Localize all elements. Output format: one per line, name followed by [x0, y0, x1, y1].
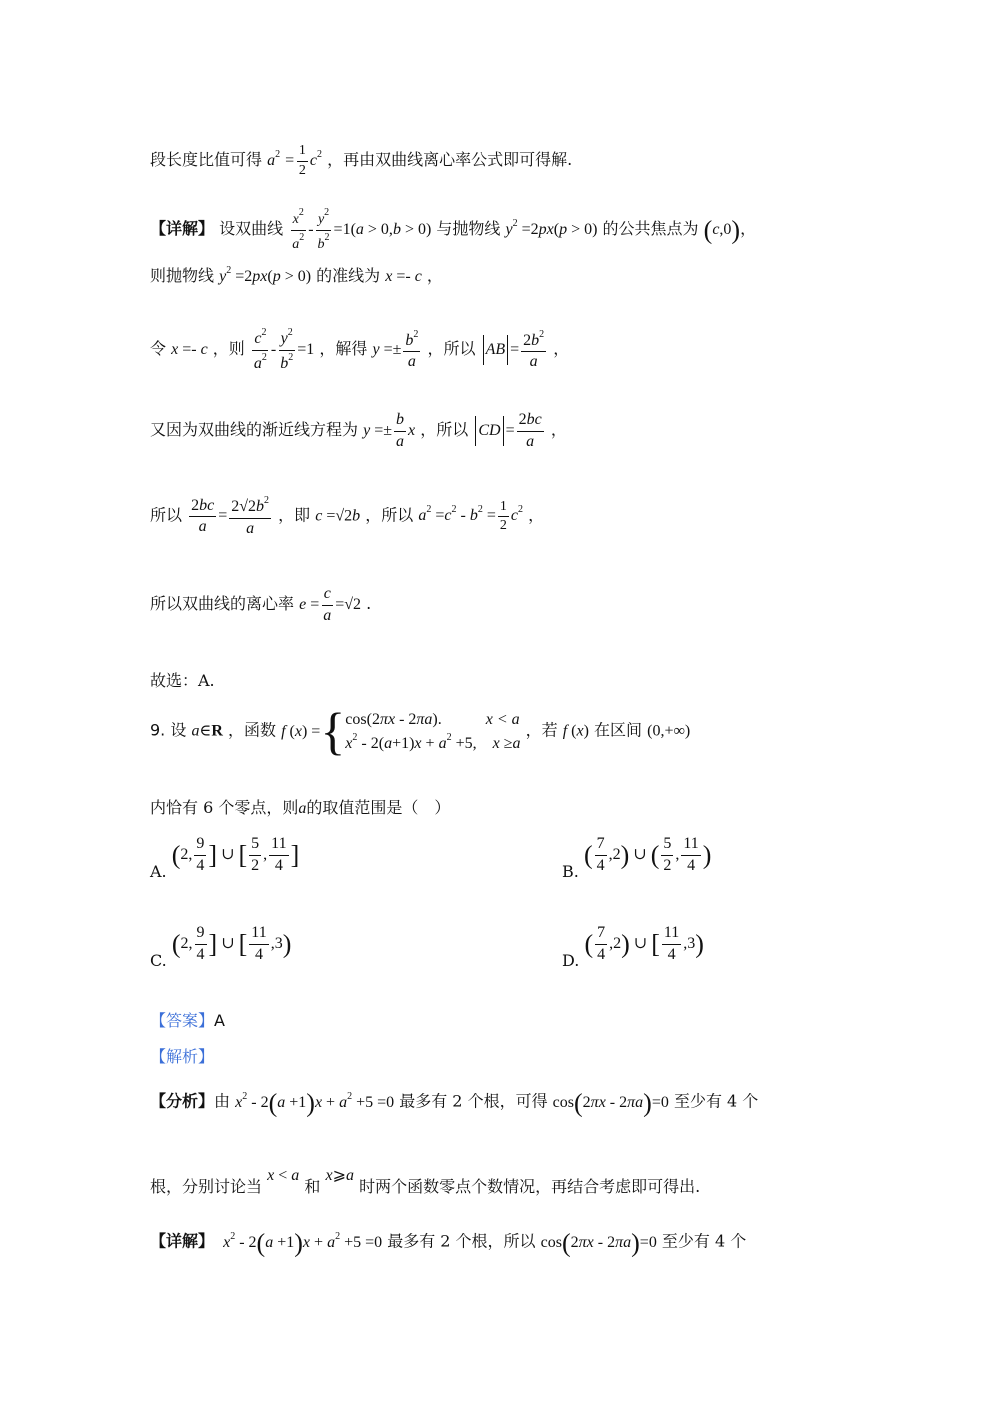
question-9	[150, 703, 691, 760]
line-6-text-3: ，所以	[365, 505, 414, 525]
formula-ab-length: AB = $\frac{2b^2}{a}$	[481, 341, 549, 358]
line-4-text-2: ，则	[212, 338, 245, 358]
option-b[interactable]	[562, 836, 711, 880]
detail2-text-1: 最多有 2 个根，所以	[387, 1231, 536, 1251]
detail-text-1: 设双曲线	[219, 218, 284, 238]
option-b-label: B.	[562, 861, 579, 881]
answer-value: A	[214, 1011, 225, 1030]
detail-line-1	[150, 208, 756, 252]
line-5	[150, 412, 567, 451]
line-5-text-mid: ，所以	[420, 419, 469, 439]
formula-asymptote: y =± $\frac{b}{a}$ x	[363, 411, 416, 450]
option-d-formula: ( $\frac{7}{4}$ ,2) ∪ [ $\frac{11}{4}$ ,3)	[584, 924, 704, 963]
line-4-text-5: ，	[553, 338, 570, 358]
formula-interval: (0,+∞)	[647, 722, 691, 740]
formula-fx: f (x)	[562, 722, 589, 740]
formula-a2: $a^2 =c^2 - b^2$ = $\frac{1}{2}$ $c^2$	[418, 498, 523, 534]
question-text-2: ，函数	[227, 720, 276, 740]
line-4-text-4: ，所以	[427, 338, 476, 358]
formula-piecewise: f (x) ={ cos(2πx - 2πa). x < a $x^2 - 2(a+1)x + a^2 +5$, x ≥a	[281, 703, 521, 760]
formula-sub: $\frac{c^2}{a^2}$ - $\frac{y^2}{b^2}$ =1	[253, 327, 315, 372]
answer-tag: 【答案】	[150, 1011, 215, 1030]
option-d-label: D.	[562, 950, 580, 970]
option-c[interactable]	[150, 925, 291, 969]
question-text-1: 设	[170, 720, 187, 740]
line-6-text-1: 所以	[150, 505, 183, 525]
detail2-tag: 【详解】	[150, 1231, 215, 1251]
line-1-text-pre: 段长度比值可得	[150, 149, 263, 169]
formula-a-in-r: a∈R	[191, 722, 223, 740]
formula-a2-half-c2: $a^2$ = $\frac{1}{2}$ $c^2$	[267, 143, 323, 178]
question-9-line-2: 内恰有 6 个零点，则a的取值范围是（ ）	[150, 798, 451, 817]
formula-cd-length: CD = $\frac{2bc}{a}$	[473, 422, 545, 439]
detail-text-2: 与抛物线	[436, 218, 501, 238]
analysis-line-1	[150, 1090, 758, 1116]
formula-y-solution: y =± $\frac{b^2}{a}$	[372, 328, 419, 371]
line-1-text-post: ，再由双曲线离心率公式即可得解.	[327, 149, 573, 169]
analysis-tag	[150, 1049, 214, 1065]
line-3-text-post: ，	[426, 266, 443, 285]
fenxi2-text-1: 根，分别讨论当	[150, 1177, 263, 1196]
detail-text-4: ，	[740, 218, 757, 238]
formula-cos-2: cos(2πx - 2πa)=0	[540, 1228, 657, 1257]
formula-focus: (c,0)	[703, 215, 741, 245]
formula-parabola-2: $y^2 =2px(p > 0)$	[219, 265, 312, 285]
formula-x-eq-minus-c: x =- c	[171, 340, 208, 358]
line-5-text-pre: 又因为双曲线的渐近线方程为	[150, 419, 359, 439]
question-line2-text: 内恰有 6 个零点，则	[150, 798, 299, 817]
line-5-text-post: ，	[550, 419, 567, 439]
formula-hyperbola: $\frac{x^2}{a^2}$ - $\frac{y^2}{b^2}$ =1(a > 0,b > 0)	[292, 207, 432, 252]
fenxi2-text-3: 时两个函数零点个数情况，再结合考虑即可得出.	[359, 1177, 701, 1196]
option-c-label: C.	[150, 950, 167, 970]
line-3-text-pre: 则抛物线	[150, 266, 215, 285]
line-4-text-1: 令	[150, 338, 167, 358]
fenxi-text-1: 由	[214, 1091, 231, 1111]
formula-x-ge-a: x⩾a	[325, 1167, 354, 1184]
fenxi2-text-2: 和	[304, 1177, 321, 1196]
line-3-text-mid: 的准线为	[316, 266, 381, 285]
question-text-4: 在区间	[594, 720, 643, 740]
line-6-text-2: ，即	[278, 505, 311, 525]
line-7-text-post: .	[366, 593, 372, 613]
formula-directrix: x =- c	[385, 268, 422, 285]
question-text-3: ，若	[525, 720, 558, 740]
formula-eccentricity: e = $\frac{c}{a}$ =√2	[299, 585, 362, 624]
fenxi-tag: 【分析】	[150, 1091, 215, 1111]
line-4-text-3: ，解得	[319, 338, 368, 358]
detail-tag: 【详解】	[150, 218, 215, 238]
option-a-label: A.	[150, 861, 167, 881]
analysis-tag-text: 【解析】	[150, 1047, 215, 1066]
prev-answer: 故选：A.	[150, 671, 215, 690]
option-c-formula: (2, $\frac{9}{4}$ ] ∪ [ $\frac{11}{4}$ ,3)	[171, 924, 292, 963]
line-7	[150, 586, 371, 625]
line-4	[150, 328, 569, 373]
option-d[interactable]	[562, 925, 704, 969]
line-7-text-pre: 所以双曲线的离心率	[150, 593, 295, 613]
analysis-line-2	[150, 1168, 700, 1195]
option-b-formula: ( $\frac{7}{4}$ ,2) ∪ ( $\frac{5}{2}$ , $\frac{11}{4}$ )	[583, 835, 712, 874]
formula-c-eq: c =√2b	[315, 507, 361, 525]
question-line2-text-b: 的取值范围是（ ）	[306, 798, 451, 817]
option-a-formula: (2, $\frac{9}{4}$ ] ∪ [ $\frac{5}{2}$ , $\frac{11}{4}$ ]	[171, 835, 300, 874]
line-6	[150, 496, 544, 538]
answer-line	[150, 1013, 225, 1029]
question-number: 9.	[150, 720, 166, 740]
formula-quadratic: $x^2 - 2(a +1)x + a^2 +5 =0$	[235, 1088, 395, 1117]
line-1	[150, 144, 572, 178]
line-3	[150, 266, 443, 285]
detail-line-2	[150, 1230, 746, 1256]
detail-text-3: 的公共焦点为	[602, 218, 699, 238]
formula-cos: cos(2πx - 2πa)=0	[552, 1088, 669, 1117]
formula-quadratic-2: $x^2 - 2(a +1)x + a^2 +5 =0$	[219, 1228, 383, 1257]
detail2-text-2: 至少有 4 个	[661, 1231, 747, 1251]
formula-x-lt-a: x < a	[267, 1167, 300, 1184]
formula-parabola: $y^2 =2px(p > 0)$	[505, 217, 598, 238]
formula-equate: $\frac{2bc}{a}$ = $\frac{2√2b^2}{a}$	[191, 495, 270, 537]
fenxi-text-3: 至少有 4 个	[673, 1091, 759, 1111]
fenxi-text-2: 最多有 2 个根，可得	[399, 1091, 548, 1111]
line-6-text-4: ，	[528, 505, 545, 525]
option-a[interactable]	[150, 836, 299, 880]
